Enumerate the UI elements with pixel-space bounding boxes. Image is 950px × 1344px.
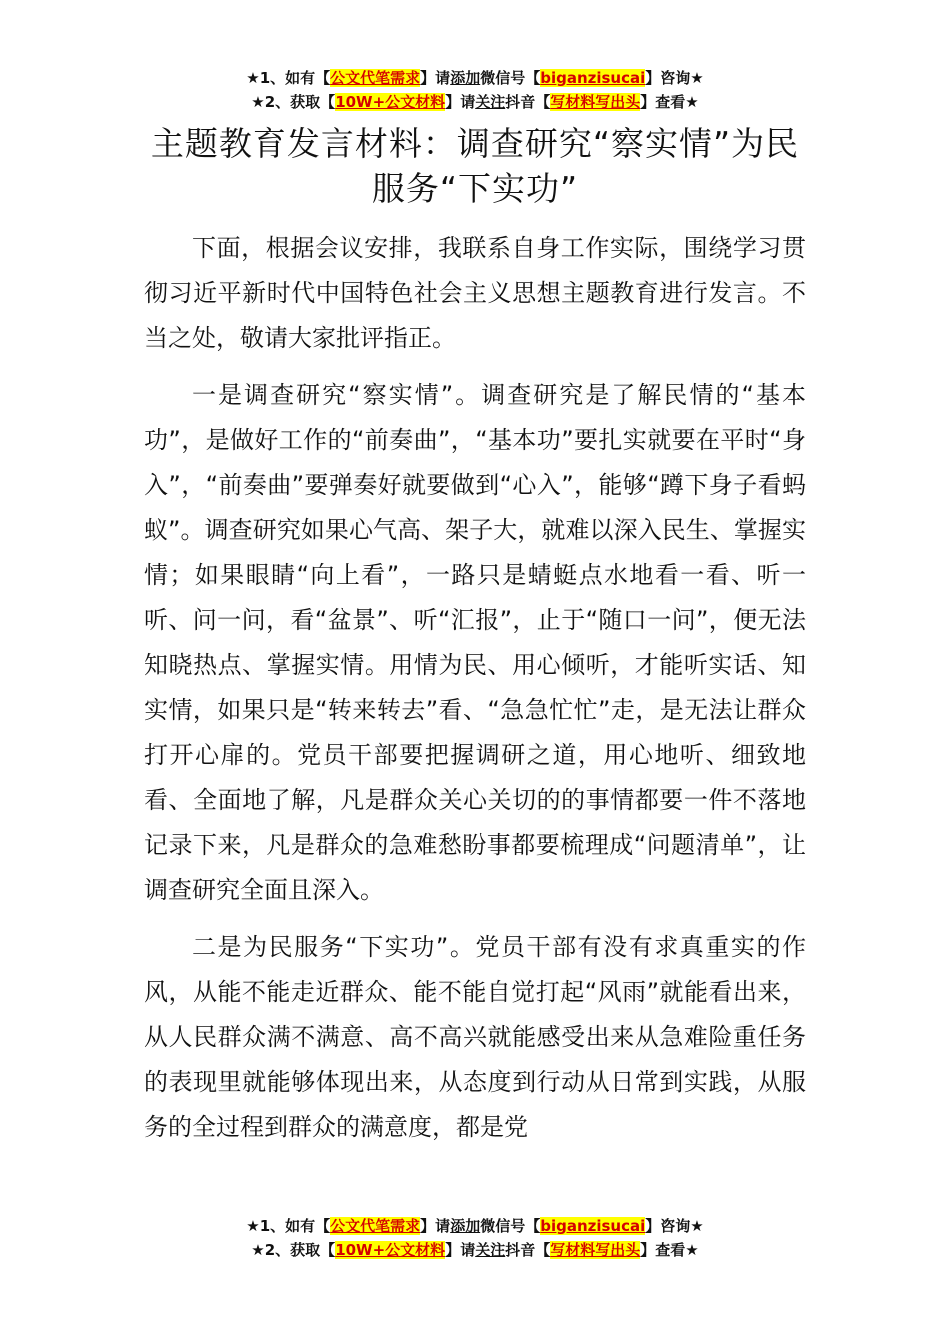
promo-line-1-prefix: ★1、如有【 [246, 69, 331, 87]
promo-line-1-emph: 添加 [450, 69, 481, 87]
promo-line-2-mid: 】请 [445, 1241, 476, 1259]
promo-line-1-mid: 】请 [420, 69, 451, 87]
promo-line-2-emph: 关注 [475, 1241, 506, 1259]
promo-line-2-emph: 关注 [475, 93, 506, 111]
top-promo-banner [0, 66, 950, 114]
promo-highlight-service: 公文代笔需求 [330, 1217, 421, 1235]
promo-line-1-mid: 】请 [420, 1217, 451, 1235]
promo-line-2-bottom [0, 1238, 950, 1262]
promo-line-1-prefix: ★1、如有【 [246, 1217, 331, 1235]
promo-line-1-bottom [0, 1214, 950, 1238]
promo-highlight-wechat-id: biganzisucai [540, 69, 646, 87]
promo-line-2-mid2: 抖音【 [505, 93, 551, 111]
document-title: 主题教育发言材料：调查研究“察实情”为民服务“下实功” [150, 124, 800, 208]
paragraph-research: 一是调查研究“察实情”。调查研究是了解民情的“基本功”，是做好工作的“前奏曲”，“基本功”要扎实就要在平时“身入”，“前奏曲”要弹奏好就要做到“心入”，能够“蹲下身子看蚂蚁”。调查研究如果心气高、架子大，就难以深入民生、掌握实情；如果眼睛“向上看”，一路只是蜻蜓点水地看一看、听一听、问一问，看“盆景”、听“汇报”，止于“随口一问”，便无法知晓热点、掌握实情。用情为民、用心倾听，才能听实话、知实情，如果只是“转来转去”看、“急急忙忙”走，是无法让群众打开心扉的。党员干部要把握调研之道，用心地听、细致地看、全面地了解，凡是群众关心关切的的事情都要一件不落地记录下来，凡是群众的急难愁盼事都要梳理成“问题清单”，让调查研究全面且深入。 [144, 381, 806, 904]
promo-line-2-mid2: 抖音【 [505, 1241, 551, 1259]
bottom-promo-banner [0, 1214, 950, 1262]
promo-line-2-prefix: ★2、获取【 [251, 93, 336, 111]
promo-highlight-materials: 10W+公文材料 [335, 93, 446, 111]
promo-line-1-suffix: 】咨询★ [645, 1217, 704, 1235]
promo-line-1-mid2: 微信号【 [480, 69, 541, 87]
promo-line-2-mid: 】请 [445, 93, 476, 111]
promo-line-2-prefix: ★2、获取【 [251, 1241, 336, 1259]
promo-line-1-suffix: 】咨询★ [645, 69, 704, 87]
promo-line-2-suffix: 】查看★ [640, 1241, 699, 1259]
promo-highlight-douyin: 写材料写出头 [550, 93, 641, 111]
promo-highlight-materials: 10W+公文材料 [335, 1241, 446, 1259]
promo-line-1 [0, 66, 950, 90]
promo-highlight-wechat-id: biganzisucai [540, 1217, 646, 1235]
promo-highlight-douyin: 写材料写出头 [550, 1241, 641, 1259]
paragraph-service: 二是为民服务“下实功”。党员干部有没有求真重实的作风，从能不能走近群众、能不能自觉打起“风雨”就能看出来，从人民群众满不满意、高不高兴就能感受出来从急难险重任务的表现里就能够体现出来，从态度到行动从日常到实践，从服务的全过程到群众的满意度，都是党 [144, 933, 806, 1141]
document-body [144, 226, 806, 1162]
promo-line-2-suffix: 】查看★ [640, 93, 699, 111]
paragraph-intro: 下面，根据会议安排，我联系自身工作实际，围绕学习贯彻习近平新时代中国特色社会主义思想主题教育进行发言。不当之处，敬请大家批评指正。 [144, 234, 806, 352]
promo-line-1-mid2: 微信号【 [480, 1217, 541, 1235]
promo-line-1-emph: 添加 [450, 1217, 481, 1235]
promo-line-2 [0, 90, 950, 114]
promo-highlight-service: 公文代笔需求 [330, 69, 421, 87]
